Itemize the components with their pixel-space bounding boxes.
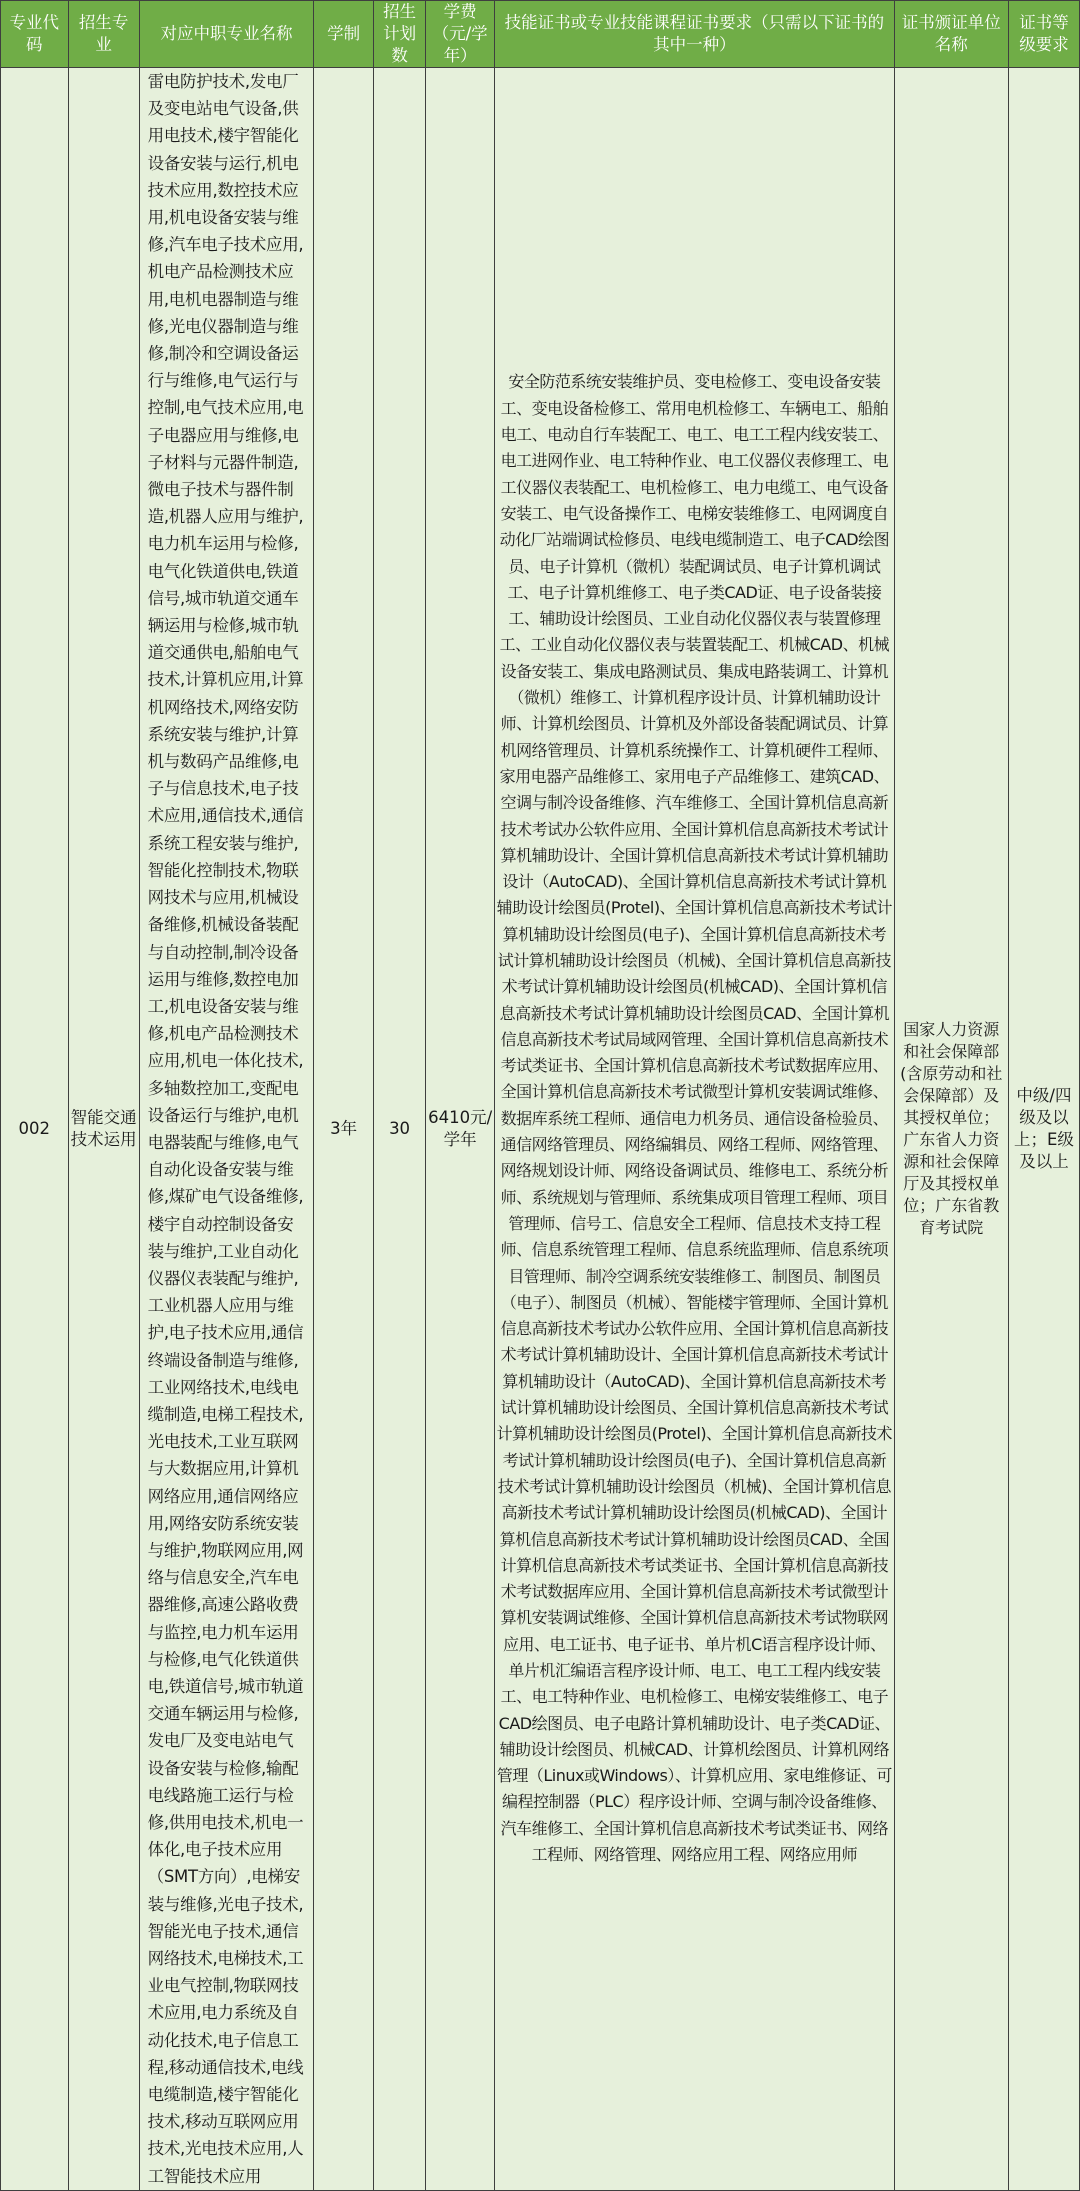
cell-level: 中级/四级及以上；E级及以上 [1008, 68, 1079, 2191]
header-duration: 学制 [314, 1, 373, 68]
cell-duration: 3年 [314, 68, 373, 2191]
cell-issuer: 国家人力资源和社会保障部(含原劳动和社会保障部）及其授权单位；广东省人力资源和社会保障厅及其授权单位；广东省教育考试院 [894, 68, 1008, 2191]
cell-tuition: 6410元/学年 [426, 68, 495, 2191]
table-header-row [1, 1, 1080, 68]
header-issuer: 证书颁证单位名称 [894, 1, 1008, 68]
header-tuition: 学费（元/学年） [426, 1, 495, 68]
cell-enrollment-plan: 30 [373, 68, 425, 2191]
header-level: 证书等级要求 [1008, 1, 1079, 68]
header-secondary-majors: 对应中职专业名称 [139, 1, 314, 68]
cell-major: 智能交通技术运用 [68, 68, 139, 2191]
header-enrollment-plan: 招生计划数 [373, 1, 425, 68]
certificate-list: 安全防范系统安装维护员、变电检修工、变电设备安装工、变电设备检修工、常用电机检修工、车辆电工、船舶电工、电动自行车装配工、电工、电工工程内线安装工、电工进网作业、电工特种作业、电工仪器仪表修理工、电工仪器仪表装配工、电机检修工、电力电缆工、电气设备安装工、电气设备操作工、电梯安装维修工、电网调度自动化厂站端调试检修员、电线电缆制造工、电子CAD绘图员、电子计算机（微机）装配调试员、电子计算机调试工、电子计算机维修工、电子类CAD证、电子设备装接工、辅助设计绘图员、工业自动化仪器仪表与装置修理工、工业自动化仪器仪表与装置装配工、机械CAD、机械设备安装工、集成电路测试员、集成电路装调工、计算机（微机）维修工、计算机程序设计员、计算机辅助设计师、计算机绘图员、计算机及外部设备装配调试员、计算机网络管理员、计算机系统操作工、计算机硬件工程师、家用电器产品维修工、家用电子产品维修工、建筑CAD、空调与制冷设备维修、汽车维修工、全国计算机信息高新技术考试办公软件应用、全国计算机信息高新技术考试计算机辅助设计、全国计算机信息高新技术考试计算机辅助设计（AutoCAD)、全国计算机信息高新技术考试计算机辅助设计绘图员(Protel)、全国计算机信息高新技术考试计算机辅助设计绘图员(电子)、全国计算机信息高新技术考试计算机辅助设计绘图员（机械)、全国计算机信息高新技术考试计算机辅助设计绘图员(机械CAD)、全国计算机信息高新技术考试计算机辅助设计绘图员CAD、全国计算机信息高新技术考试局域网管理、全国计算机信息高新技术考试类证书、全国计算机信息高新技术考试数据库应用、全国计算机信息高新技术考试微型计算机安装调试维修、数据库系统工程师、通信电力机务员、通信设备检验员、通信网络管理员、网络编辑员、网络工程师、网络管理、网络规划设计师、网络设备调试员、维修电工、系统分析师、系统规划与管理师、系统集成项目管理工程师、项目管理师、信号工、信息安全工程师、信息技术支持工程师、信息系统管理工程师、信息系统监理师、信息系统项目管理师、制冷空调系统安装维修工、制图员、制图员（电子）、制图员（机械）、智能楼宇管理师、全国计算机信息高新技术考试办公软件应用、全国计算机信息高新技术考试计算机辅助设计、全国计算机信息高新技术考试计算机辅助设计（AutoCAD)、全国计算机信息高新技术考试计算机辅助设计绘图员、全国计算机信息高新技术考试计算机辅助设计绘图员(Protel)、全国计算机信息高新技术考试计算机辅助设计绘图员(电子)、全国计算机信息高新技术考试计算机辅助设计绘图员（机械)、全国计算机信息高新技术考试计算机辅助设计绘图员(机械CAD)、全国计算机信息高新技术考试计算机辅助设计绘图员CAD、全国计算机信息高新技术考试类证书、全国计算机信息高新技术考试数据库应用、全国计算机信息高新技术考试微型计算机安装调试维修、全国计算机信息高新技术考试物联网应用、电工证书、电子证书、单片机C语言程序设计师、单片机汇编语言程序设计师、电工、电工工程内线安装工、电工特种作业、电机检修工、电梯安装维修工、电子CAD绘图员、电子电路计算机辅助设计、电子类CAD证、辅助设计绘图员、机械CAD、计算机绘图员、计算机网络管理（Linux或Windows）、计算机应用、家电维修证、可编程控制器（PLC）程序设计师、空调与制冷设备维修、汽车维修工、全国计算机信息高新技术考试类证书、网络工程师、网络管理、网络应用工程、网络应用师 [496, 372, 893, 1865]
cell-secondary-majors: 雷电防护技术,发电厂及变电站电气设备,供用电技术,楼宇智能化设备安装与运行,机电技术应用,数控技术应用,机电设备安装与维修,汽车电子技术应用,机电产品检测技术应用,电机电器制造与维修,光电仪器制造与维修,制冷和空调设备运行与维修,电气运行与控制,电气技术应用,电子电器应用与维修,电子材料与元器件制造,微电子技术与器件制造,机器人应用与维护,电力机车运用与检修,电气化铁道供电,铁道信号,城市轨道交通车辆运用与检修,城市轨道交通供电,船舶电气技术,计算机应用,计算机网络技术,网络安防系统安装与维护,计算机与数码产品维修,电子与信息技术,电子技术应用,通信技术,通信系统工程安装与维护,智能化控制技术,物联网技术与应用,机械设备维修,机械设备装配与自动控制,制冷设备运用与维修,数控电加工,机电设备安装与维修,机电产品检测技术应用,机电一体化技术,多轴数控加工,变配电设备运行与维护,电机电器装配与维修,电气自动化设备安装与维修,煤矿电气设备维修,楼宇自动控制设备安装与维护,工业自动化仪器仪表装配与维护,工业机器人应用与维护,电子技术应用,通信终端设备制造与维修,工业网络技术,电线电缆制造,电梯工程技术,光电技术,工业互联网与大数据应用,计算机网络应用,通信网络应用,网络安防系统安装与维护,物联网应用,网络与信息安全,汽车电器维修,高速公路收费与监控,电力机车运用与检修,电气化铁道供电,铁道信号,城市轨道交通车辆运用与检修,发电厂及变电站电气设备安装与检修,输配电线路施工运行与检修,供用电技术,机电一体化,电子技术应用（SMT方向）,电梯安装与维修,光电子技术,智能光电子技术,通信网络技术,电梯技术,工业电气控制,物联网技术应用,电力系统及自动化技术,电子信息工程,移动通信技术,电线电缆制造,楼宇智能化技术,移动互联网应用技术,光电技术应用,人工智能技术应用 [139, 68, 314, 2191]
header-major: 招生专业 [68, 1, 139, 68]
header-cert-requirement: 技能证书或专业技能课程证书要求（只需以下证书的其中一种） [495, 1, 895, 68]
table-row [1, 68, 1080, 2191]
cell-code: 002 [1, 68, 69, 2191]
cell-certificates [495, 68, 895, 2191]
header-code: 专业代码 [1, 1, 69, 68]
